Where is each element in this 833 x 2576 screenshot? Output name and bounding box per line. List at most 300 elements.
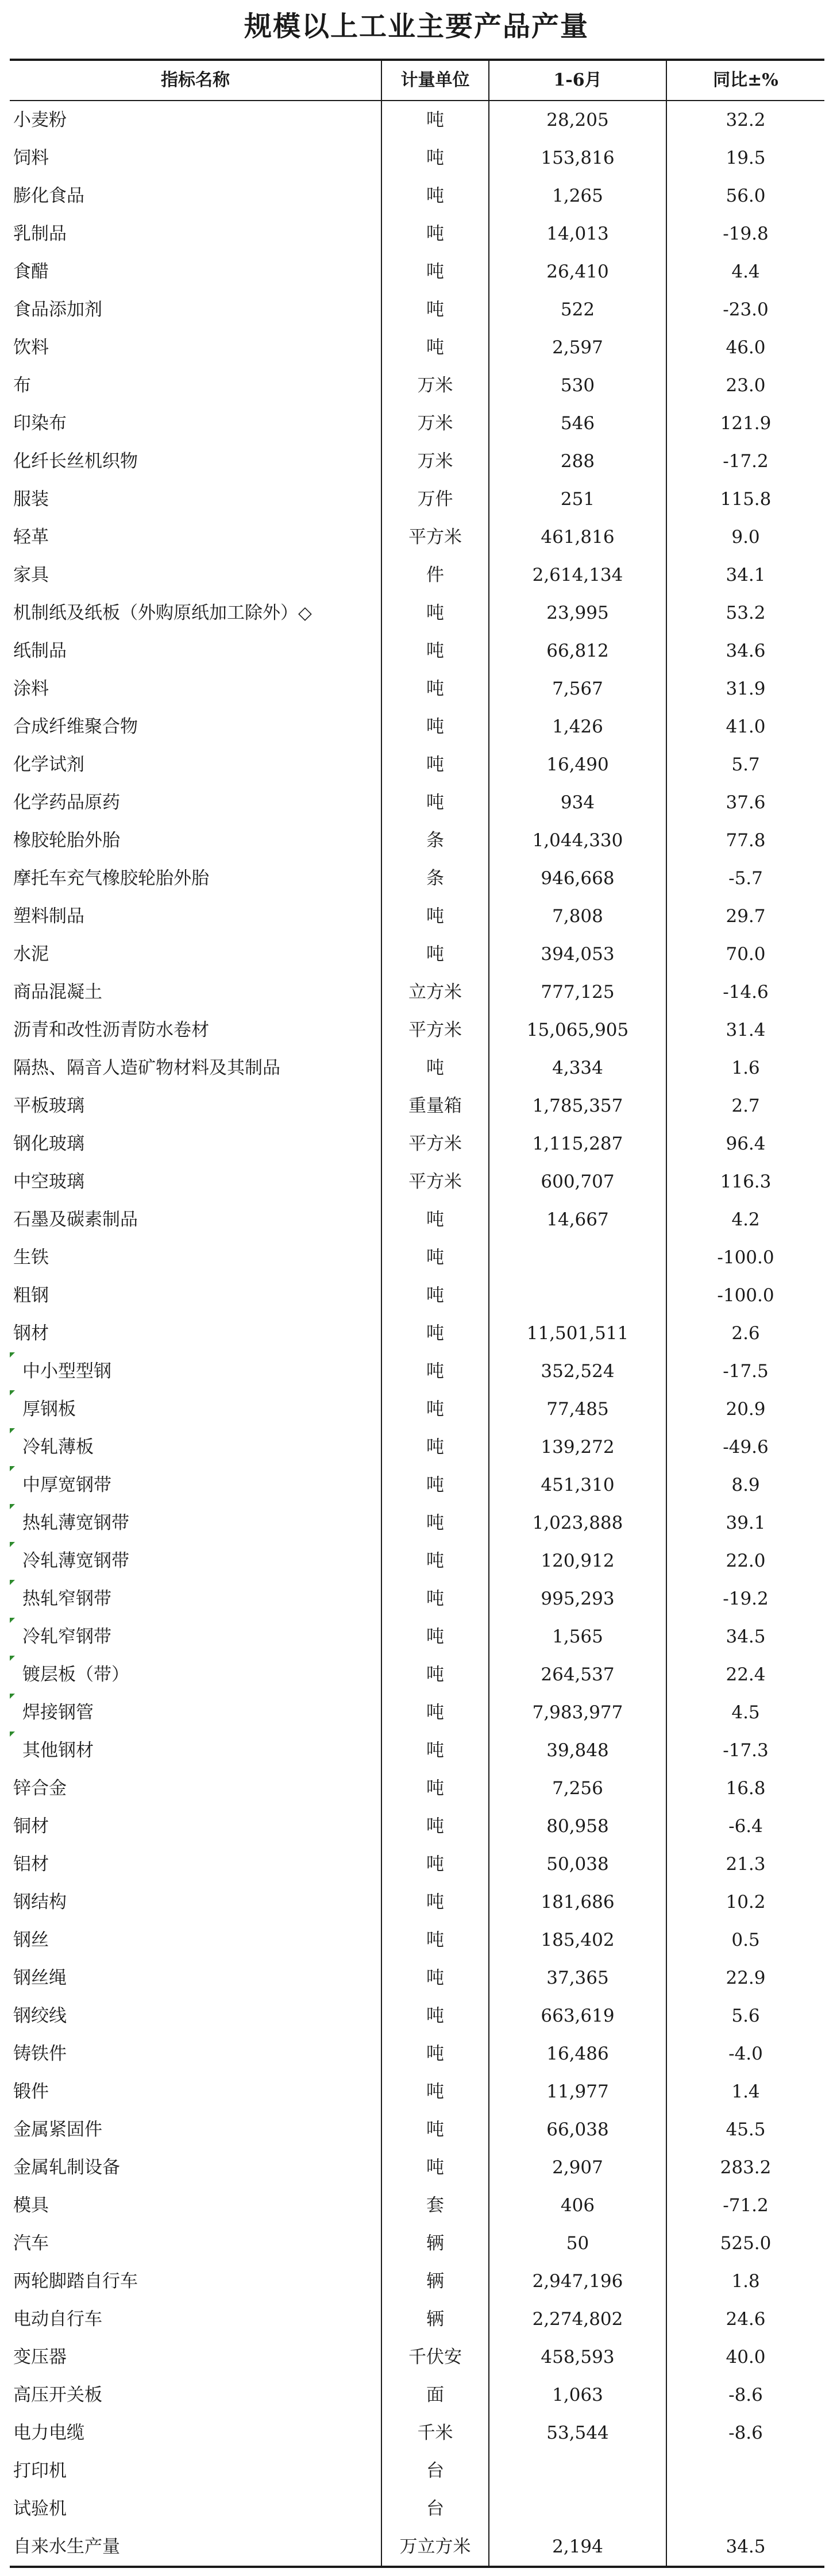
row-yoy: 4.4	[666, 253, 824, 291]
table-row	[10, 2262, 824, 2300]
row-yoy: 5.7	[666, 746, 824, 784]
table-row	[10, 556, 824, 594]
row-value: 39,848	[488, 1732, 666, 1769]
row-yoy: 1.8	[666, 2262, 824, 2300]
row-value: 934	[488, 784, 666, 822]
row-yoy: -4.0	[666, 2035, 824, 2073]
row-name: 钢化玻璃	[13, 1133, 84, 1154]
row-value: 185,402	[488, 1921, 666, 1959]
row-name: 试验机	[13, 2498, 67, 2519]
row-value: 2,597	[488, 329, 666, 367]
table-row	[10, 935, 824, 973]
table-row	[10, 2073, 824, 2111]
row-value: 120,912	[488, 1542, 666, 1580]
row-yoy: 37.6	[666, 784, 824, 822]
table-row	[10, 253, 824, 291]
row-value: 1,565	[488, 1618, 666, 1656]
table-row	[10, 1769, 824, 1807]
table-row	[10, 480, 824, 518]
row-yoy: 116.3	[666, 1163, 824, 1201]
row-value: 181,686	[488, 1883, 666, 1921]
product-output-table	[10, 59, 824, 2568]
row-name: 自来水生产量	[13, 2536, 120, 2557]
row-yoy: -8.6	[666, 2376, 824, 2414]
row-name: 服装	[13, 489, 49, 510]
row-value	[488, 2452, 666, 2490]
row-unit: 吨	[381, 1997, 488, 2035]
row-yoy: 22.4	[666, 1656, 824, 1694]
cell-marker-icon	[10, 1732, 15, 1737]
row-name: 焊接钢管	[22, 1702, 94, 1723]
table-row	[10, 1580, 824, 1618]
table-row	[10, 1883, 824, 1921]
row-yoy	[666, 2452, 824, 2490]
row-value: 2,907	[488, 2149, 666, 2186]
row-unit: 吨	[381, 1314, 488, 1352]
row-unit: 条	[381, 822, 488, 859]
row-yoy: 10.2	[666, 1883, 824, 1921]
table-row	[10, 2186, 824, 2224]
row-unit: 吨	[381, 329, 488, 367]
row-name: 橡胶轮胎外胎	[13, 830, 120, 851]
row-value: 66,038	[488, 2111, 666, 2149]
table-row	[10, 1732, 824, 1769]
row-name: 铸铁件	[13, 2043, 67, 2064]
row-value: 15,065,905	[488, 1011, 666, 1049]
table-header-row	[10, 61, 824, 101]
row-name: 冷轧薄宽钢带	[22, 1551, 129, 1571]
row-unit: 吨	[381, 746, 488, 784]
row-name: 纸制品	[13, 641, 67, 661]
row-name: 变压器	[13, 2347, 67, 2367]
table-row	[10, 2528, 824, 2566]
row-yoy: -17.5	[666, 1352, 824, 1390]
row-name: 布	[13, 375, 31, 396]
row-unit: 吨	[381, 1580, 488, 1618]
table-row	[10, 1201, 824, 1239]
row-unit: 吨	[381, 1921, 488, 1959]
row-name: 小麦粉	[13, 110, 67, 130]
row-name: 饲料	[13, 148, 49, 168]
row-value: 251	[488, 480, 666, 518]
row-yoy: 77.8	[666, 822, 824, 859]
row-yoy: 525.0	[666, 2224, 824, 2262]
row-yoy: 40.0	[666, 2338, 824, 2376]
row-name: 粗钢	[13, 1285, 49, 1306]
row-yoy: 29.7	[666, 897, 824, 935]
row-unit: 吨	[381, 708, 488, 746]
row-unit: 吨	[381, 632, 488, 670]
row-value	[488, 2490, 666, 2528]
row-yoy: 2.7	[666, 1087, 824, 1125]
row-yoy: 70.0	[666, 935, 824, 973]
table-row	[10, 1618, 824, 1656]
table-row	[10, 632, 824, 670]
row-value: 28,205	[488, 101, 666, 139]
row-unit: 万米	[381, 442, 488, 480]
row-yoy: -49.6	[666, 1428, 824, 1466]
row-value: 23,995	[488, 594, 666, 632]
table-row	[10, 2452, 824, 2490]
row-yoy: -6.4	[666, 1807, 824, 1845]
row-yoy: 22.0	[666, 1542, 824, 1580]
row-unit: 吨	[381, 1277, 488, 1314]
row-yoy: 20.9	[666, 1390, 824, 1428]
row-yoy: 16.8	[666, 1769, 824, 1807]
table-row	[10, 1542, 824, 1580]
table-row	[10, 897, 824, 935]
row-name: 冷轧窄钢带	[22, 1626, 111, 1647]
row-unit: 吨	[381, 1390, 488, 1428]
row-unit: 面	[381, 2376, 488, 2414]
table-row	[10, 101, 824, 139]
row-yoy: -71.2	[666, 2186, 824, 2224]
row-unit: 重量箱	[381, 1087, 488, 1125]
table-row	[10, 404, 824, 442]
table-row	[10, 708, 824, 746]
row-unit: 吨	[381, 1732, 488, 1769]
table-row	[10, 2111, 824, 2149]
row-name: 金属紧固件	[13, 2119, 102, 2140]
row-name: 沥青和改性沥青防水卷材	[13, 1020, 209, 1040]
row-value	[488, 1239, 666, 1277]
cell-marker-icon	[10, 1428, 15, 1433]
row-unit: 吨	[381, 139, 488, 177]
row-unit: 吨	[381, 1769, 488, 1807]
table-row	[10, 594, 824, 632]
row-name: 化纤长丝机织物	[13, 451, 138, 472]
row-unit: 万立方米	[381, 2528, 488, 2566]
row-yoy: 8.9	[666, 1466, 824, 1504]
row-unit: 吨	[381, 2111, 488, 2149]
row-yoy: 39.1	[666, 1504, 824, 1542]
row-yoy: 1.6	[666, 1049, 824, 1087]
table-row	[10, 1845, 824, 1883]
table-row	[10, 1466, 824, 1504]
row-name: 隔热、隔音人造矿物材料及其制品	[13, 1058, 280, 1078]
row-yoy: 2.6	[666, 1314, 824, 1352]
row-name: 打印机	[13, 2461, 67, 2481]
row-unit: 台	[381, 2452, 488, 2490]
row-value: 458,593	[488, 2338, 666, 2376]
row-yoy: -17.2	[666, 442, 824, 480]
row-name: 其他钢材	[22, 1740, 94, 1761]
row-yoy	[666, 2490, 824, 2528]
row-yoy: -14.6	[666, 973, 824, 1011]
table-row	[10, 670, 824, 708]
table-row	[10, 367, 824, 404]
row-value: 77,485	[488, 1390, 666, 1428]
row-value: 394,053	[488, 935, 666, 973]
row-value: 50	[488, 2224, 666, 2262]
table-row	[10, 2149, 824, 2186]
table-body	[10, 101, 824, 2566]
row-name: 食品添加剂	[13, 299, 102, 320]
page-title: 规模以上工业主要产品产量	[244, 10, 589, 43]
row-value: 663,619	[488, 1997, 666, 2035]
row-yoy: 34.5	[666, 1618, 824, 1656]
row-value: 995,293	[488, 1580, 666, 1618]
row-name: 钢结构	[13, 1892, 67, 1912]
row-yoy: 32.2	[666, 101, 824, 139]
row-unit: 万米	[381, 404, 488, 442]
table-row	[10, 973, 824, 1011]
row-value: 11,977	[488, 2073, 666, 2111]
row-unit: 吨	[381, 253, 488, 291]
row-unit: 吨	[381, 897, 488, 935]
header-indicator-name: 指标名称	[161, 70, 230, 90]
header-yoy: 同比±%	[666, 61, 824, 100]
table-row	[10, 2300, 824, 2338]
row-name: 机制纸及纸板（外购原纸加工除外）◇	[13, 603, 312, 623]
row-value	[488, 1277, 666, 1314]
row-unit: 吨	[381, 1428, 488, 1466]
row-name: 塑料制品	[13, 906, 84, 927]
row-name: 化学试剂	[13, 754, 84, 775]
cell-marker-icon	[10, 1656, 15, 1661]
table-row	[10, 1352, 824, 1390]
row-unit: 吨	[381, 215, 488, 253]
row-value: 7,808	[488, 897, 666, 935]
cell-marker-icon	[10, 1504, 15, 1509]
row-yoy: 5.6	[666, 1997, 824, 2035]
row-unit: 吨	[381, 1618, 488, 1656]
table-row	[10, 139, 824, 177]
row-name: 模具	[13, 2195, 49, 2216]
row-name: 水泥	[13, 944, 49, 965]
row-yoy: -19.2	[666, 1580, 824, 1618]
row-value: 7,256	[488, 1769, 666, 1807]
row-unit: 吨	[381, 1656, 488, 1694]
row-name: 中厚宽钢带	[22, 1475, 111, 1495]
row-unit: 台	[381, 2490, 488, 2528]
row-value: 153,816	[488, 139, 666, 177]
cell-marker-icon	[10, 1542, 15, 1547]
table-row	[10, 1694, 824, 1732]
row-name: 钢丝绳	[13, 1968, 67, 1988]
cell-marker-icon	[10, 1352, 15, 1358]
row-value: 26,410	[488, 253, 666, 291]
row-yoy: 53.2	[666, 594, 824, 632]
row-yoy: -19.8	[666, 215, 824, 253]
row-unit: 立方米	[381, 973, 488, 1011]
row-value: 546	[488, 404, 666, 442]
row-value: 522	[488, 291, 666, 329]
cell-marker-icon	[10, 1694, 15, 1699]
row-yoy: 31.4	[666, 1011, 824, 1049]
table-row	[10, 215, 824, 253]
row-value: 50,038	[488, 1845, 666, 1883]
row-yoy: -17.3	[666, 1732, 824, 1769]
row-unit: 吨	[381, 1883, 488, 1921]
row-unit: 吨	[381, 2035, 488, 2073]
row-yoy: 45.5	[666, 2111, 824, 2149]
row-unit: 辆	[381, 2262, 488, 2300]
row-unit: 吨	[381, 1845, 488, 1883]
table-row	[10, 1125, 824, 1163]
row-unit: 吨	[381, 594, 488, 632]
table-row	[10, 518, 824, 556]
header-value: 1-6月	[488, 61, 666, 100]
table-row	[10, 784, 824, 822]
row-yoy: 121.9	[666, 404, 824, 442]
table-row	[10, 2035, 824, 2073]
row-name: 钢材	[13, 1323, 49, 1344]
row-name: 涂料	[13, 678, 49, 699]
table-row	[10, 291, 824, 329]
row-name: 汽车	[13, 2233, 49, 2254]
table-row	[10, 1011, 824, 1049]
row-name: 饮料	[13, 337, 49, 358]
row-value: 600,707	[488, 1163, 666, 1201]
row-name: 印染布	[13, 413, 67, 434]
table-row	[10, 1921, 824, 1959]
table-row	[10, 859, 824, 897]
row-unit: 件	[381, 556, 488, 594]
row-name: 化学药品原药	[13, 792, 120, 813]
row-value: 139,272	[488, 1428, 666, 1466]
row-name: 石墨及碳素制品	[13, 1209, 138, 1230]
row-value: 264,537	[488, 1656, 666, 1694]
row-name: 铝材	[13, 1854, 49, 1875]
row-value: 777,125	[488, 973, 666, 1011]
row-value: 451,310	[488, 1466, 666, 1504]
row-value: 1,044,330	[488, 822, 666, 859]
row-value: 1,023,888	[488, 1504, 666, 1542]
row-unit: 平方米	[381, 1163, 488, 1201]
row-value: 461,816	[488, 518, 666, 556]
row-value: 1,115,287	[488, 1125, 666, 1163]
row-unit: 辆	[381, 2300, 488, 2338]
row-value: 1,426	[488, 708, 666, 746]
row-yoy: 1.4	[666, 2073, 824, 2111]
row-unit: 万米	[381, 367, 488, 404]
row-yoy: -5.7	[666, 859, 824, 897]
row-unit: 吨	[381, 1201, 488, 1239]
header-unit: 计量单位	[381, 61, 488, 100]
row-value: 14,013	[488, 215, 666, 253]
row-unit: 吨	[381, 1049, 488, 1087]
row-unit: 吨	[381, 2149, 488, 2186]
row-unit: 套	[381, 2186, 488, 2224]
row-name: 食醋	[13, 261, 49, 282]
row-name: 镀层板（带）	[22, 1664, 129, 1685]
row-value: 16,490	[488, 746, 666, 784]
row-name: 热轧窄钢带	[22, 1588, 111, 1609]
row-unit: 吨	[381, 1959, 488, 1997]
row-value: 1,063	[488, 2376, 666, 2414]
row-value: 2,614,134	[488, 556, 666, 594]
table-row	[10, 329, 824, 367]
table-row	[10, 177, 824, 215]
cell-marker-icon	[10, 1580, 15, 1585]
table-row	[10, 822, 824, 859]
row-yoy: 22.9	[666, 1959, 824, 1997]
row-yoy: 19.5	[666, 139, 824, 177]
row-value: 11,501,511	[488, 1314, 666, 1352]
row-unit: 平方米	[381, 518, 488, 556]
row-name: 冷轧薄板	[22, 1437, 94, 1457]
row-yoy: 283.2	[666, 2149, 824, 2186]
row-name: 中空玻璃	[13, 1171, 84, 1192]
table-row	[10, 1807, 824, 1845]
table-row	[10, 1997, 824, 2035]
table-row	[10, 1163, 824, 1201]
cell-marker-icon	[10, 1466, 15, 1471]
row-yoy: 56.0	[666, 177, 824, 215]
row-value: 7,567	[488, 670, 666, 708]
row-name: 热轧薄宽钢带	[22, 1513, 129, 1533]
row-name: 商品混凝土	[13, 982, 102, 1002]
row-unit: 吨	[381, 1466, 488, 1504]
row-yoy: -23.0	[666, 291, 824, 329]
row-unit: 千米	[381, 2414, 488, 2452]
row-yoy: 41.0	[666, 708, 824, 746]
row-name: 铜材	[13, 1816, 49, 1837]
table-row	[10, 1087, 824, 1125]
row-yoy: 23.0	[666, 367, 824, 404]
row-value: 37,365	[488, 1959, 666, 1997]
row-yoy: 46.0	[666, 329, 824, 367]
row-value: 1,785,357	[488, 1087, 666, 1125]
table-row	[10, 1656, 824, 1694]
row-name: 摩托车充气橡胶轮胎外胎	[13, 868, 209, 889]
table-row	[10, 1390, 824, 1428]
row-unit: 吨	[381, 670, 488, 708]
table-row	[10, 2224, 824, 2262]
row-value: 4,334	[488, 1049, 666, 1087]
row-name: 中小型型钢	[22, 1361, 111, 1382]
row-name: 钢绞线	[13, 2006, 67, 2026]
cell-marker-icon	[10, 1618, 15, 1623]
row-name: 钢丝	[13, 1930, 49, 1950]
row-name: 家具	[13, 565, 49, 585]
row-unit: 吨	[381, 935, 488, 973]
cell-marker-icon	[10, 1390, 15, 1395]
row-value: 530	[488, 367, 666, 404]
row-value: 2,947,196	[488, 2262, 666, 2300]
row-yoy: 34.6	[666, 632, 824, 670]
row-value: 288	[488, 442, 666, 480]
row-name: 两轮脚踏自行车	[13, 2271, 138, 2292]
row-name: 金属轧制设备	[13, 2157, 120, 2178]
row-value: 53,544	[488, 2414, 666, 2452]
row-unit: 平方米	[381, 1125, 488, 1163]
table-row	[10, 2376, 824, 2414]
row-value: 66,812	[488, 632, 666, 670]
row-unit: 平方米	[381, 1011, 488, 1049]
row-name: 合成纤维聚合物	[13, 716, 138, 737]
table-row	[10, 2338, 824, 2376]
table-row	[10, 1959, 824, 1997]
row-name: 电力电缆	[13, 2423, 84, 2443]
row-unit: 辆	[381, 2224, 488, 2262]
row-unit: 吨	[381, 177, 488, 215]
row-unit: 吨	[381, 784, 488, 822]
row-value: 14,667	[488, 1201, 666, 1239]
row-yoy: -100.0	[666, 1239, 824, 1277]
row-yoy: -100.0	[666, 1277, 824, 1314]
row-name: 平板玻璃	[13, 1096, 84, 1116]
table-row	[10, 746, 824, 784]
row-name: 高压开关板	[13, 2385, 102, 2405]
row-unit: 万件	[381, 480, 488, 518]
row-value: 2,194	[488, 2528, 666, 2566]
row-name: 锌合金	[13, 1778, 67, 1799]
row-yoy: -8.6	[666, 2414, 824, 2452]
row-unit: 吨	[381, 1807, 488, 1845]
row-yoy: 0.5	[666, 1921, 824, 1959]
